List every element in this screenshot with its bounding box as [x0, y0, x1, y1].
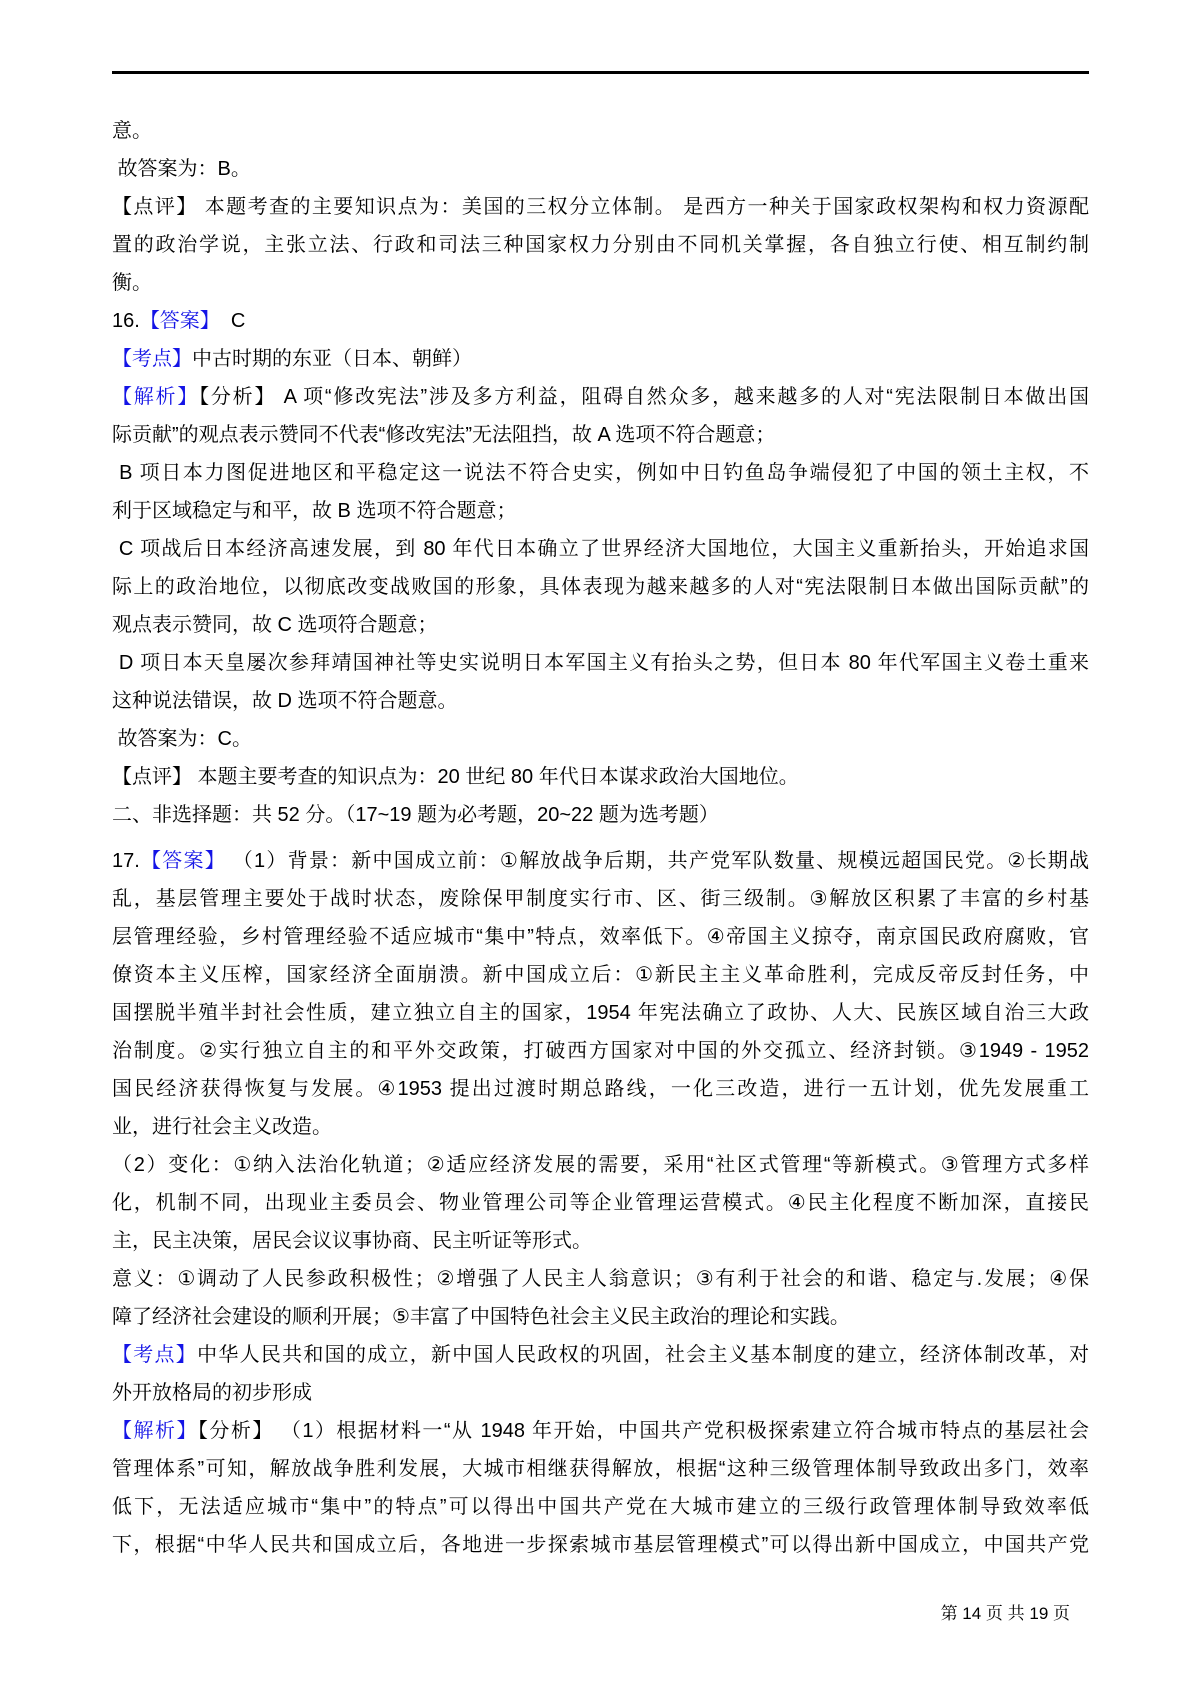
text-segment: B 项日本力图促进地区和平稳定这一说法不符合史实，例如中日钓鱼岛争端侵犯了中国的领土主权，不: [112, 462, 1089, 484]
text-segment: 外开放格局的初步形成: [112, 1382, 312, 1404]
text-line: [112, 302, 1089, 340]
text-segment: D 项日本天皇屡次参拜靖国神社等史实说明日本军国主义有抬头之势，但日本 80 年代军国主义卷土重来: [112, 652, 1089, 674]
text-line: [112, 1450, 1089, 1488]
text-segment: 际上的政治地位，以彻底改变战败国的形象，具体表现为越来越多的人对“宪法限制日本做出国际贡献”的: [112, 576, 1089, 598]
text-segment: 观点表示赞同，故 C 选项符合题意；: [112, 614, 438, 636]
text-line: [112, 454, 1089, 492]
text-segment: 国民经济获得恢复与发展。④1953 提出过渡时期总路线，一化三改造，进行一五计划，优先发展重工: [112, 1078, 1089, 1100]
text-line: [112, 1184, 1089, 1222]
text-line: [112, 264, 1089, 302]
text-segment: 这种说法错误，故 D 选项不符合题意。: [112, 690, 458, 712]
text-line: [112, 796, 1089, 834]
text-segment: 层管理经验，乡村管理经验不适应城市“集中”特点，效率低下。④帝国主义掠夺，南京国民政府腐败，官: [112, 926, 1089, 948]
text-line: [112, 340, 1089, 378]
text-line: [112, 1374, 1089, 1412]
text-segment: （2）变化：①纳入法治化轨道；②适应经济发展的需要，采用“社区式管理“等新模式。③管理方式多样: [112, 1154, 1089, 1176]
text-line: [112, 1146, 1089, 1184]
text-line: [112, 1336, 1089, 1374]
header-rule: [112, 71, 1089, 74]
text-line: [112, 1070, 1089, 1108]
text-line: [112, 644, 1089, 682]
text-line: [112, 416, 1089, 454]
text-segment: 障了经济社会建设的顺利开展；⑤丰富了中国特色社会主义民主政治的理论和实践。: [112, 1306, 850, 1328]
text-segment: 【分析】 （1）根据材料一“从 1948 年开始，中国共产党积极探索建立符合城市特点的基层社会: [197, 1420, 1089, 1442]
text-segment: 【点评】 本题主要考查的知识点为：20 世纪 80 年代日本谋求政治大国地位。: [112, 766, 799, 788]
text-segment: 僚资本主义压榨，国家经济全面崩溃。新中国成立后：①新民主主义革命胜利，完成反帝反封任务，中: [112, 964, 1089, 986]
text-segment: 16.: [112, 310, 140, 332]
text-line: [112, 682, 1089, 720]
text-line: [112, 112, 1089, 150]
text-line: [112, 1488, 1089, 1526]
text-line: [112, 1526, 1089, 1564]
text-segment: 国摆脱半殖半封社会性质，建立独立自主的国家，1954 年宪法确立了政协、人大、民族区域自治三大政: [112, 1002, 1089, 1024]
text-line: [112, 1260, 1089, 1298]
text-line: [112, 606, 1089, 644]
text-segment: 治制度。②实行独立自主的和平外交政策，打破西方国家对中国的外交孤立、经济封锁。③1949 - 1952: [112, 1040, 1089, 1062]
text-line: [112, 378, 1089, 416]
text-line: [112, 530, 1089, 568]
text-segment: 乱，基层管理主要处于战时状态，废除保甲制度实行市、区、街三级制。③解放区积累了丰富的乡村基: [112, 888, 1089, 910]
text-segment: 【分析】 A 项“修改宪法”涉及多方利益，阻碍自然众多，越来越多的人对“宪法限制日本做出国: [199, 386, 1089, 408]
text-segment: 中华人民共和国的成立，新中国人民政权的巩固，社会主义基本制度的建立，经济体制改革，对: [197, 1344, 1089, 1366]
text-segment: 故答案为：B。: [112, 158, 251, 180]
text-segment: 【点评】 本题考查的主要知识点为：美国的三权分立体制。 是西方一种关于国家政权架构和权力资源配: [112, 196, 1089, 218]
text-line: [112, 842, 1089, 880]
text-segment: 低下，无法适应城市“集中”的特点”可以得出中国共产党在大城市建立的三级行政管理体制导致效率低: [112, 1496, 1089, 1518]
text-line: [112, 188, 1089, 226]
text-segment: 意义：①调动了人民参政积极性；②增强了人民主人翁意识；③有利于社会的和谐、稳定与.发展；④保: [112, 1268, 1089, 1290]
text-segment: 主，民主决策，居民会议议事协商、民主听证等形式。: [112, 1230, 592, 1252]
text-line: [112, 150, 1089, 188]
section-tag: 【考点】: [112, 1344, 198, 1366]
text-segment: 置的政治学说，主张立法、行政和司法三种国家权力分别由不同机关掌握，各自独立行使、相互制约制: [112, 234, 1089, 256]
text-line: [112, 956, 1089, 994]
text-segment: 下，根据“中华人民共和国成立后，各地进一步探索城市基层管理模式”可以得出新中国成立，中国共产党: [112, 1534, 1089, 1556]
document-body: [112, 112, 1089, 1564]
text-segment: 意。: [112, 120, 152, 142]
section-tag: 【解析】: [112, 1420, 198, 1442]
text-line: [112, 226, 1089, 264]
text-segment: C: [219, 310, 246, 332]
text-segment: 业，进行社会主义改造。: [112, 1116, 332, 1138]
text-line: [112, 994, 1089, 1032]
text-segment: 利于区域稳定与和平，故 B 选项不符合题意；: [112, 500, 517, 522]
text-segment: C 项战后日本经济高速发展，到 80 年代日本确立了世界经济大国地位，大国主义重新抬头，开始追求国: [112, 538, 1089, 560]
text-line: [112, 1108, 1089, 1146]
text-line: [112, 918, 1089, 956]
text-segment: 衡。: [112, 272, 152, 294]
section-tag: 【答案】: [139, 850, 226, 872]
text-line: [112, 758, 1089, 796]
text-line: [112, 1298, 1089, 1336]
text-segment: 化，机制不同，出现业主委员会、物业管理公司等企业管理运营模式。④民主化程度不断加深，直接民: [112, 1192, 1089, 1214]
section-tag: 【考点】: [112, 348, 192, 370]
text-segment: 际贡献”的观点表示赞同不代表“修改宪法”无法阻挡，故 A 选项不符合题意；: [112, 424, 776, 446]
text-segment: 管理体系”可知，解放战争胜利发展，大城市相继获得解放，根据“这种三级管理体制导致政出多门，效率: [112, 1458, 1089, 1480]
page-number: 第 14 页 共 19 页: [940, 1604, 1070, 1623]
text-line: [112, 492, 1089, 530]
text-segment: 17.: [112, 850, 140, 872]
text-line: [112, 1222, 1089, 1260]
text-line: [112, 1412, 1089, 1450]
text-line: [112, 1032, 1089, 1070]
text-segment: 二、非选择题：共 52 分。（17~19 题为必考题，20~22 题为选考题）: [112, 804, 719, 826]
text-segment: 故答案为：C。: [112, 728, 252, 750]
text-line: [112, 880, 1089, 918]
section-tag: 【答案】: [139, 310, 220, 332]
text-segment: （1）背景：新中国成立前：①解放战争后期，共产党军队数量、规模远超国民党。②长期战: [225, 850, 1089, 872]
text-line: [112, 568, 1089, 606]
text-line: [112, 720, 1089, 758]
section-tag: 【解析】: [112, 386, 200, 408]
text-segment: 中古时期的东亚（日本、朝鲜）: [192, 348, 472, 370]
